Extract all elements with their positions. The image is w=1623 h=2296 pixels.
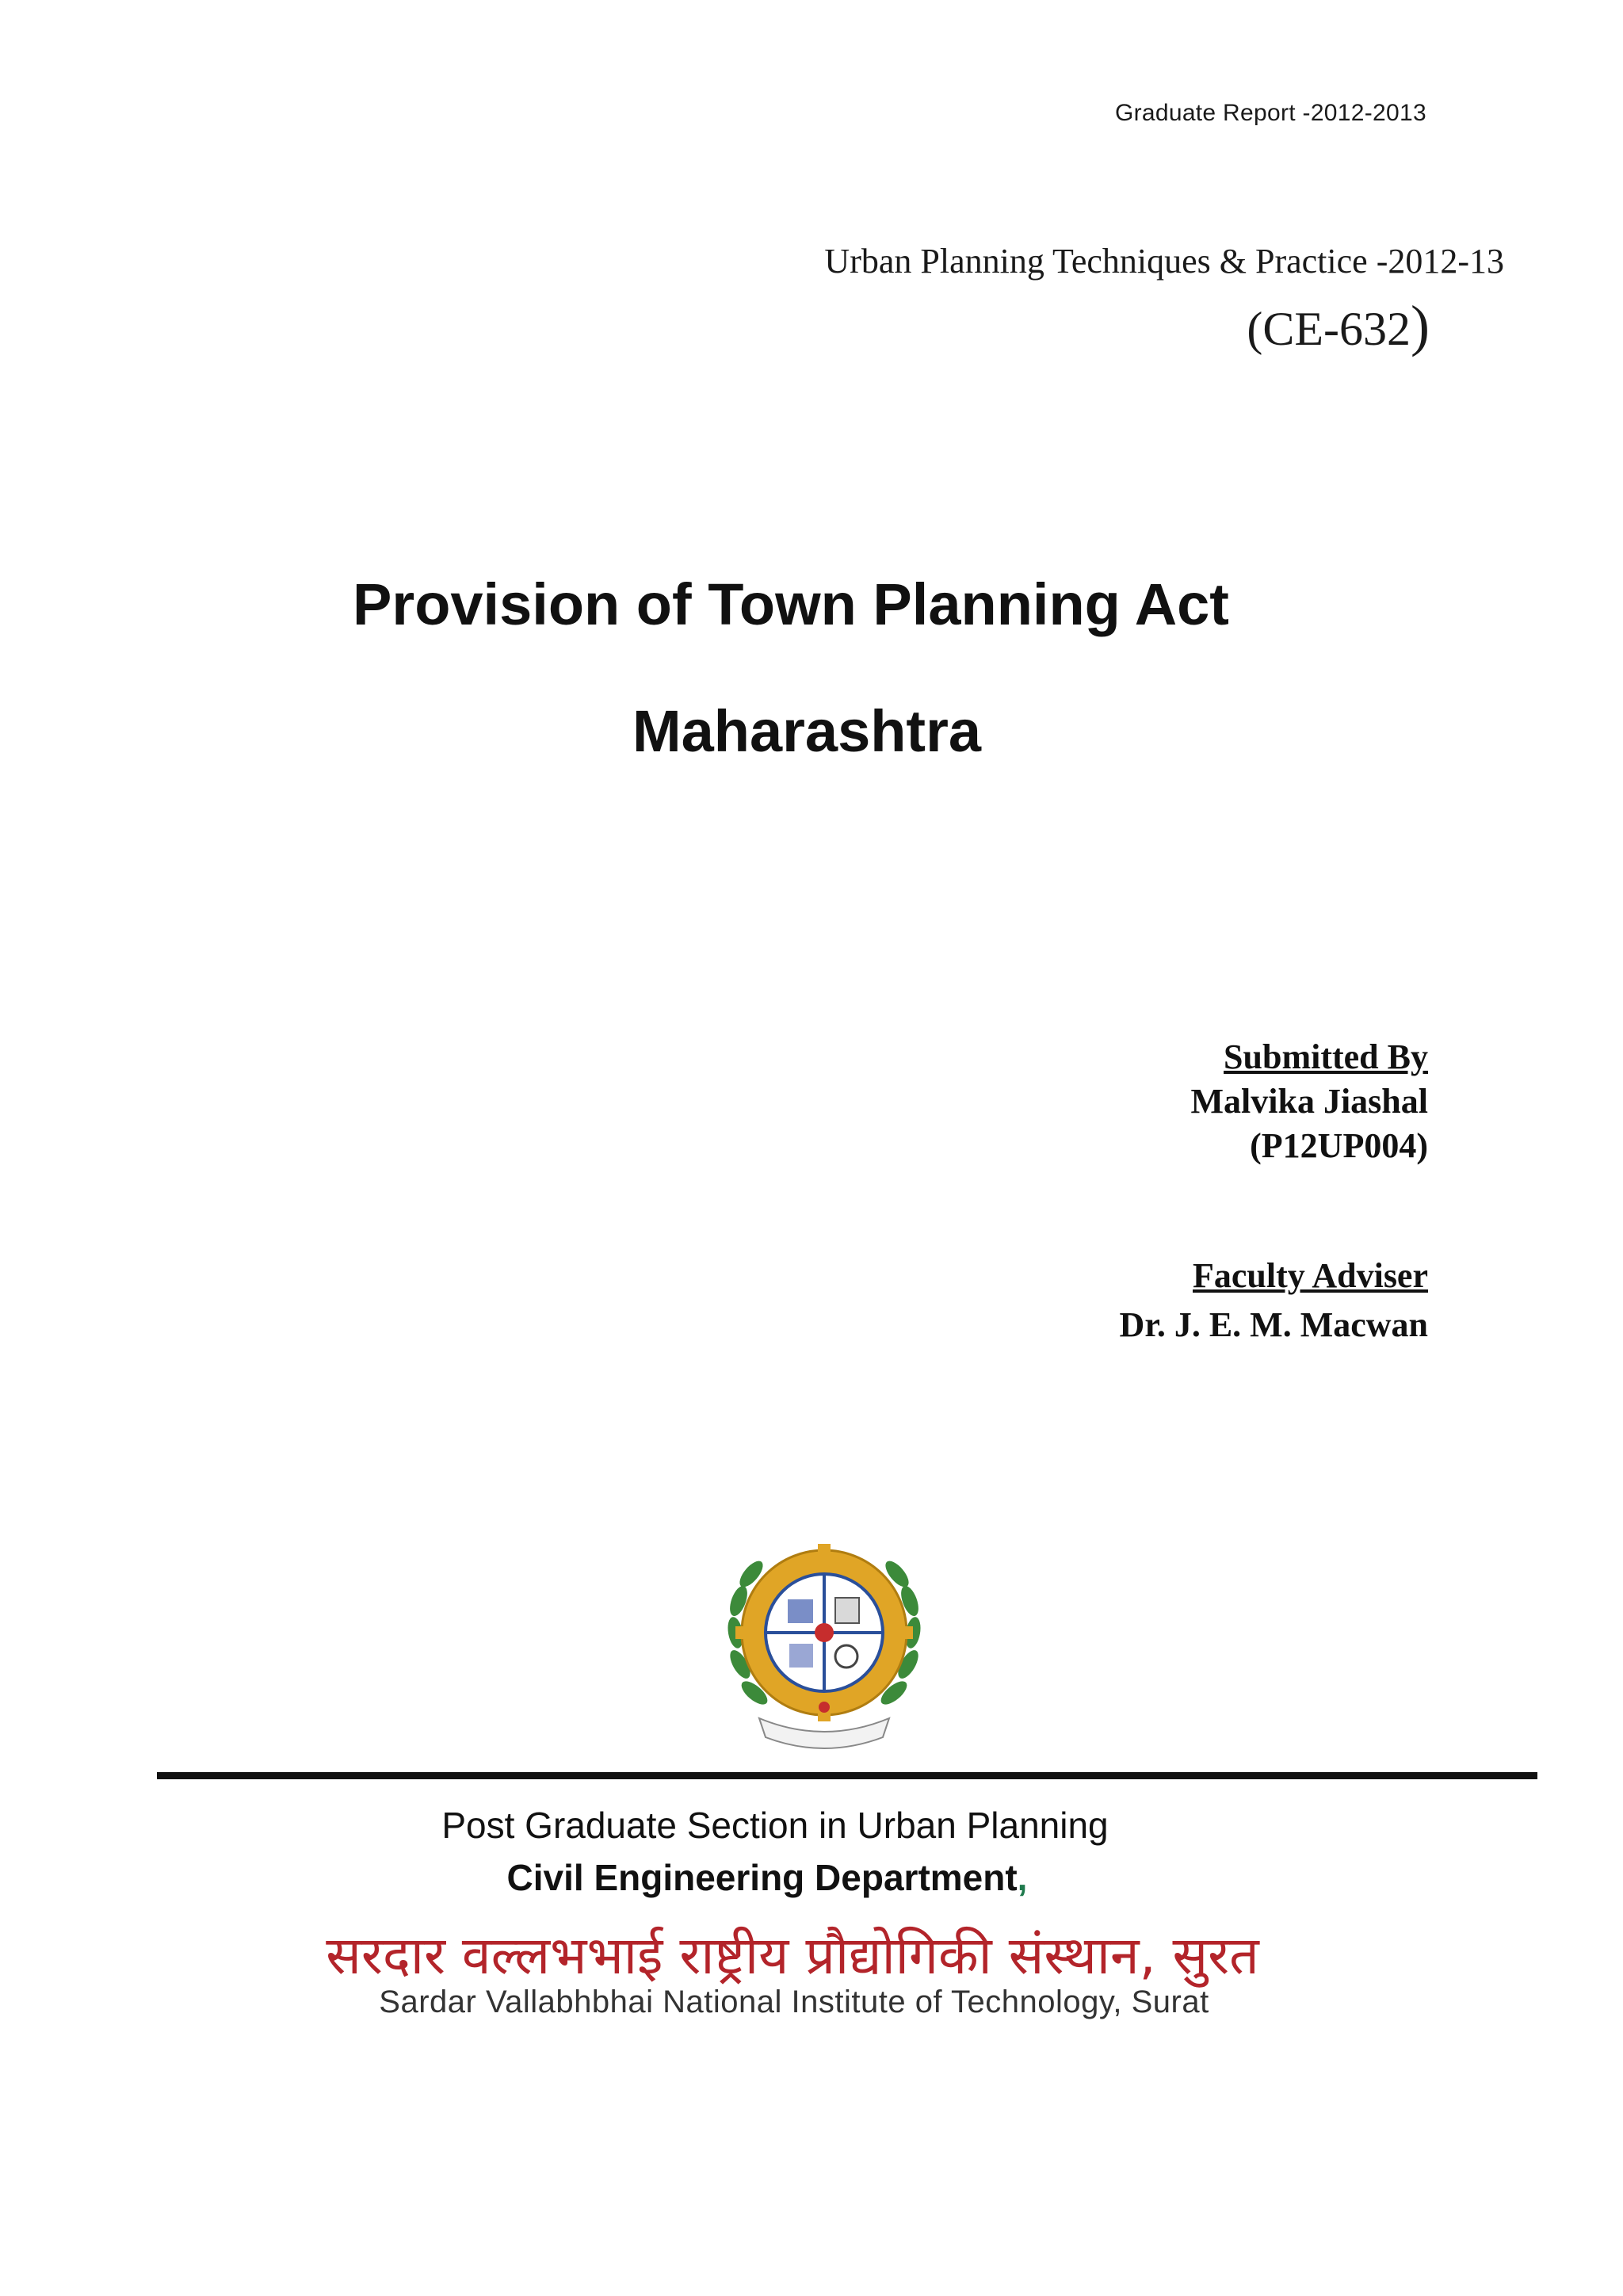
faculty-adviser-heading: Faculty Adviser [1193,1256,1428,1295]
institute-name-english: Sardar Vallabhbhai National Institute of Technology, Surat [379,1985,1209,2019]
institute-name-hindi: सरदार वल्लभभाई राष्ट्रीय प्रौद्योगिकी संस्थान, सुरत [326,1925,1259,1986]
course-code-close: ) [1411,294,1430,357]
faculty-adviser-block [1120,1254,1428,1347]
course-code [1247,293,1430,359]
report-label: Graduate Report -2012-2013 [1114,100,1426,126]
horizontal-divider [157,1772,1537,1779]
faculty-adviser-name: Dr. J. E. M. Macwan [1119,1305,1428,1344]
footer-department [0,1856,1579,1899]
footer-department-text: Civil Engineering Department [506,1857,1018,1898]
student-id: (P12UP004) [1250,1126,1428,1165]
footer-section-name: Post Graduate Section in Urban Planning [441,1805,1109,1846]
submitted-by-heading: Submitted By [1224,1037,1428,1076]
report-title-line2: Maharashtra [632,698,982,764]
course-name: Urban Planning Techniques & Practice -2012-13 [824,242,1504,281]
footer-department-comma: , [1017,1857,1028,1898]
course-code-text: (CE-632 [1247,303,1411,355]
institute-seal-icon [720,1538,929,1752]
submitted-by-block [1191,1035,1429,1168]
report-title-line1: Provision of Town Planning Act [353,571,1229,637]
student-name: Malvika Jiashal [1190,1082,1428,1121]
